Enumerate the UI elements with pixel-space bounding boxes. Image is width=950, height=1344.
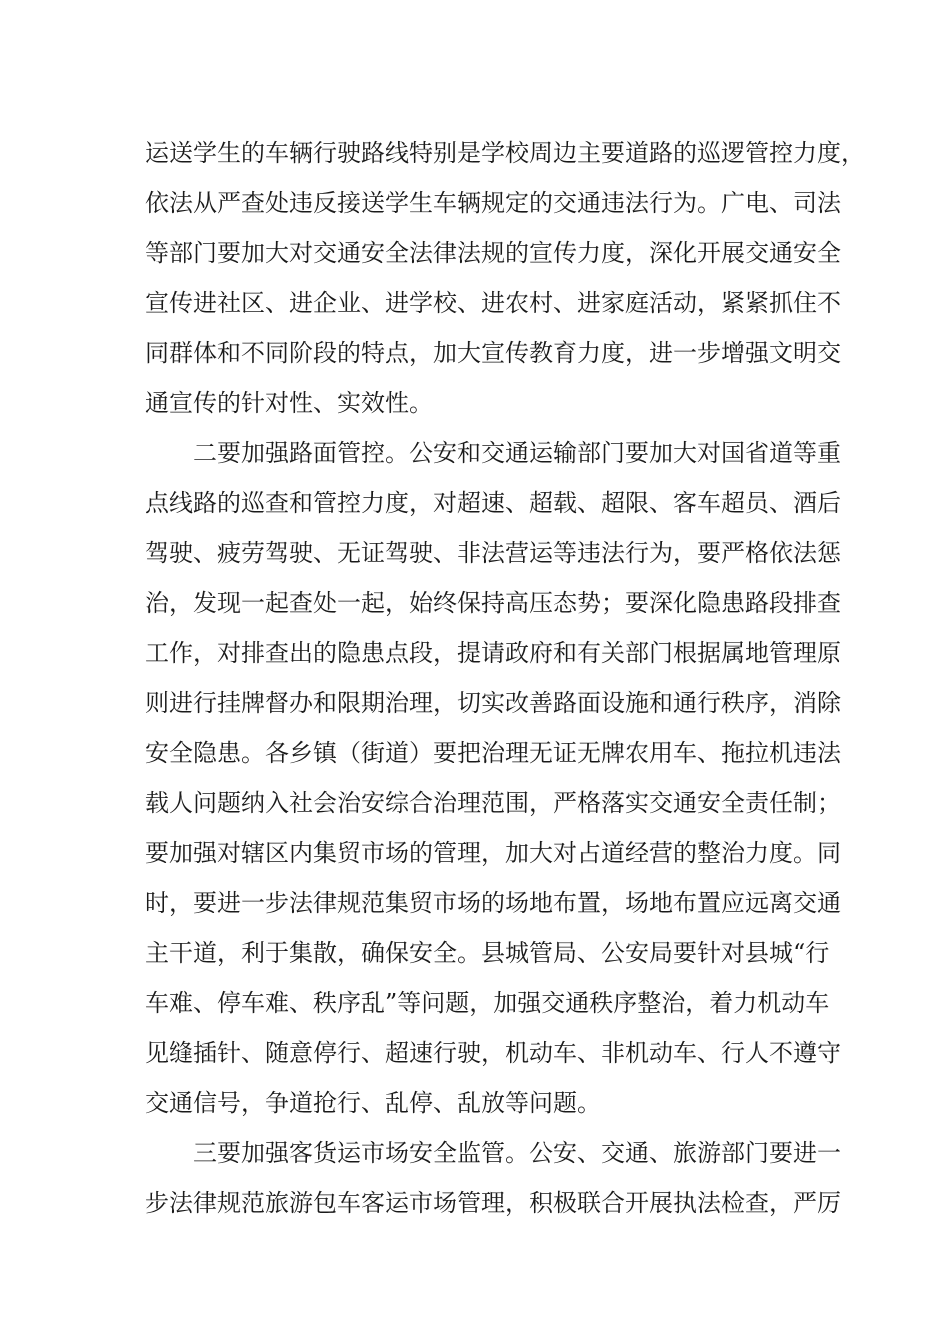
paragraph-2-line-8: 载人问题纳入社会治安综合治理范围，严格落实交通安全责任制； [145,789,841,817]
paragraph-3-line-1: 三要加强客货运市场安全监管。公安、交通、旅游部门要进一 [193,1139,841,1167]
paragraph-1-line-5: 同群体和不同阶段的特点，加大宣传教育力度，进一步增强文明交 [145,339,841,367]
paragraph-2-line-6: 则进行挂牌督办和限期治理，切实改善路面设施和通行秩序，消除 [145,689,841,717]
paragraph-2-line-14: 交通信号，争道抢行、乱停、乱放等问题。 [145,1089,601,1117]
paragraph-1-line-4: 宣传进社区、进企业、进学校、进农村、进家庭活动，紧紧抓住不 [145,289,841,317]
paragraph-2-line-1: 二要加强路面管控。公安和交通运输部门要加大对国省道等重 [193,439,841,467]
paragraph-2-line-9: 要加强对辖区内集贸市场的管理，加大对占道经营的整治力度。同 [145,839,841,867]
paragraph-2-line-7: 安全隐患。各乡镇（街道）要把治理无证无牌农用车、拖拉机违法 [145,739,841,767]
paragraph-2-line-3: 驾驶、疲劳驾驶、无证驾驶、非法营运等违法行为，要严格依法惩 [145,539,841,567]
paragraph-2-line-10: 时，要进一步法律规范集贸市场的场地布置，场地布置应远离交通 [145,889,841,917]
paragraph-2-line-11: 主干道，利于集散，确保安全。县城管局、公安局要针对县城“行 [145,939,830,967]
paragraph-2-line-5: 工作，对排查出的隐患点段，提请政府和有关部门根据属地管理原 [145,639,841,667]
paragraph-3-line-2: 步法律规范旅游包车客运市场管理，积极联合开展执法检查，严厉 [145,1189,841,1217]
paragraph-2-line-2: 点线路的巡查和管控力度，对超速、超载、超限、客车超员、酒后 [145,489,841,517]
paragraph-1-line-6: 通宣传的针对性、实效性。 [145,389,433,417]
paragraph-2-line-4: 治，发现一起查处一起，始终保持高压态势；要深化隐患路段排查 [145,589,841,617]
paragraph-1-line-2: 依法从严查处违反接送学生车辆规定的交通违法行为。广电、司法 [145,189,841,217]
paragraph-2-line-13: 见缝插针、随意停行、超速行驶，机动车、非机动车、行人不遵守 [145,1039,841,1067]
paragraph-1-line-3: 等部门要加大对交通安全法律法规的宣传力度，深化开展交通安全 [145,239,841,267]
paragraph-1-line-1: 运送学生的车辆行驶路线特别是学校周边主要道路的巡逻管控力度， [145,139,865,167]
paragraph-2-line-12: 车难、停车难、秩序乱”等问题，加强交通秩序整治，着力机动车 [145,989,830,1017]
